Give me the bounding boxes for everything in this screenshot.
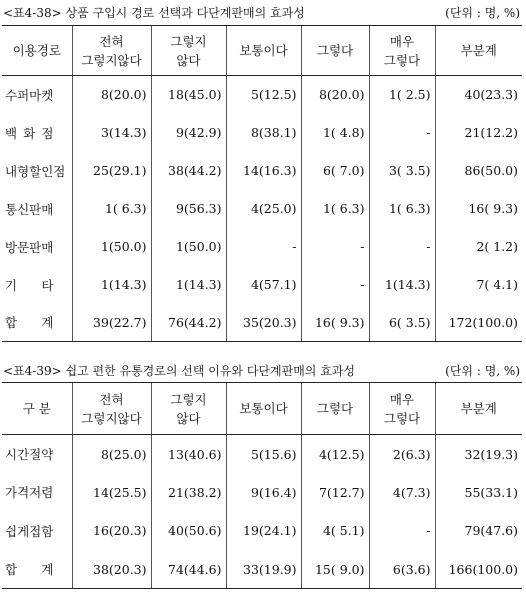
table-cell: - xyxy=(301,228,369,266)
table2-col-header-0-line-0: 구 분 xyxy=(22,401,51,416)
table-cell: - xyxy=(226,228,301,266)
table2-col-header-6 xyxy=(435,383,522,435)
table2-col-header-5-line-0: 매우 xyxy=(389,391,415,407)
table1-col-header-1-line-0: 전혀 xyxy=(99,33,124,49)
table2-col-header-2 xyxy=(151,383,226,435)
table2-col-header-2-line-0: 그렇지 xyxy=(170,391,207,407)
table-cell: - xyxy=(301,266,369,304)
table2 xyxy=(2,382,522,589)
table-cell: 1(14.3) xyxy=(369,266,435,304)
table-cell: 21(12.2) xyxy=(435,114,522,152)
row-label: 통신판매 xyxy=(5,201,54,217)
table-row xyxy=(2,550,522,589)
table-cell: 25(29.1) xyxy=(72,152,151,190)
table1-col-header-1-line-1: 그렇지않다 xyxy=(81,52,142,68)
table1-header xyxy=(2,26,522,76)
table-cell: 15( 9.0) xyxy=(301,550,369,589)
table2-col-header-3 xyxy=(226,383,301,435)
table-cell: 9(56.3) xyxy=(151,190,226,228)
row-label: 기 타 xyxy=(5,277,54,293)
table-cell: 1( 2.5) xyxy=(369,76,435,114)
table2-col-header-5 xyxy=(369,383,435,435)
table-cell: 14(16.3) xyxy=(226,152,301,190)
table-cell: 1(14.3) xyxy=(151,266,226,304)
table-cell: 7( 4.1) xyxy=(435,266,522,304)
table2-col-header-1 xyxy=(72,383,151,435)
table1-col-header-3 xyxy=(226,26,301,76)
table-cell: 2(6.3) xyxy=(369,435,435,474)
table-cell: 4(57.1) xyxy=(226,266,301,304)
table1-col-header-5 xyxy=(369,26,435,76)
table-cell: 3(14.3) xyxy=(72,114,151,152)
table-cell: 3( 3.5) xyxy=(369,152,435,190)
table-cell: 32(19.3) xyxy=(435,435,522,474)
table1-col-header-2-line-1: 않다 xyxy=(176,52,201,68)
table1-col-header-0 xyxy=(2,26,72,76)
table-cell: 172(100.0) xyxy=(435,304,522,342)
table-cell: 4(25.0) xyxy=(226,190,301,228)
table-cell: 9(42.9) xyxy=(151,114,226,152)
table2-col-header-4-line-0: 그렇다 xyxy=(316,401,354,416)
table2-col-header-3-line-0: 보통이다 xyxy=(239,401,288,416)
table2-col-header-1-line-0: 전혀 xyxy=(99,391,124,407)
table-cell: 4( 5.1) xyxy=(301,512,369,551)
table-cell: 38(44.2) xyxy=(151,152,226,190)
table-cell: 2( 1.2) xyxy=(435,228,522,266)
table-cell: 8(38.1) xyxy=(226,114,301,152)
table-cell: 40(23.3) xyxy=(435,76,522,114)
table-cell: 21(38.2) xyxy=(151,473,226,512)
table-cell: 8(25.0) xyxy=(72,435,151,474)
table1-col-header-4 xyxy=(301,26,369,76)
table-cell: 40(50.6) xyxy=(151,512,226,551)
row-label: 합 계 xyxy=(2,304,72,342)
table2-header xyxy=(2,383,522,435)
table-row xyxy=(2,473,522,512)
table-cell: 16( 9.3) xyxy=(435,190,522,228)
table-cell: 1( 6.3) xyxy=(72,190,151,228)
table-cell: 38(20.3) xyxy=(72,550,151,589)
table-row xyxy=(2,266,522,304)
table2-unit: (단위 : 명, %) xyxy=(445,364,520,378)
table-cell: 5(12.5) xyxy=(226,76,301,114)
table-cell: 74(44.6) xyxy=(151,550,226,589)
table-cell: 76(44.2) xyxy=(151,304,226,342)
table-cell: 16( 9.3) xyxy=(301,304,369,342)
table-cell: 1( 4.8) xyxy=(301,114,369,152)
table-row xyxy=(2,228,522,266)
table1-col-header-6-line-0: 부분계 xyxy=(460,43,497,58)
table1-col-header-5-line-0: 매우 xyxy=(389,33,415,49)
table-cell: 14(25.5) xyxy=(72,473,151,512)
table-cell: 35(20.3) xyxy=(226,304,301,342)
table2-body xyxy=(2,435,522,589)
table-cell: 16(20.3) xyxy=(72,512,151,551)
table2-col-header-1-line-1: 그렇지않다 xyxy=(81,410,142,426)
table1-col-header-3-line-0: 보통이다 xyxy=(239,43,288,58)
table-cell: 6( 3.5) xyxy=(369,304,435,342)
table-cell: 79(47.6) xyxy=(435,512,522,551)
table1-body xyxy=(2,76,522,342)
table2-col-header-2-line-1: 않다 xyxy=(176,410,201,426)
table-cell: 39(22.7) xyxy=(72,304,151,342)
table2-col-header-6-line-0: 부분계 xyxy=(460,401,497,416)
table-cell: 8(20.0) xyxy=(72,76,151,114)
table2-title: <표4-39> 쉽고 편한 유통경로의 선택 이유와 다단계판매의 효과성 xyxy=(3,364,355,378)
table1-col-header-2 xyxy=(151,26,226,76)
table-cell: 6( 7.0) xyxy=(301,152,369,190)
table-row xyxy=(2,114,522,152)
table2-col-header-0 xyxy=(2,383,72,435)
table-cell: 8(20.0) xyxy=(301,76,369,114)
table-cell: 18(45.0) xyxy=(151,76,226,114)
table1-title: <표4-38> 상품 구입시 경로 선택과 다단계판매의 효과성 xyxy=(3,6,305,20)
table-row xyxy=(2,76,522,114)
table-cell: 4(7.3) xyxy=(369,473,435,512)
table-cell: 1(14.3) xyxy=(72,266,151,304)
table-cell: - xyxy=(369,512,435,551)
table1-col-header-5-line-1: 그렇다 xyxy=(383,52,421,68)
row-label: 내형할인점 xyxy=(5,163,66,179)
table1 xyxy=(2,25,522,342)
table-cell: 9(16.4) xyxy=(226,473,301,512)
table-cell: 7(12.7) xyxy=(301,473,369,512)
table-row xyxy=(2,304,522,342)
row-label: 방문판매 xyxy=(5,239,54,255)
table-cell: 1( 6.3) xyxy=(301,190,369,228)
table-row xyxy=(2,152,522,190)
table2-col-header-5-line-1: 그렇다 xyxy=(383,410,421,426)
table-cell: 86(50.0) xyxy=(435,152,522,190)
table1-unit: (단위 : 명, %) xyxy=(445,6,520,20)
table-cell: 19(24.1) xyxy=(226,512,301,551)
row-label: 백 화 점 xyxy=(5,125,54,141)
table-cell: 5(15.6) xyxy=(226,435,301,474)
table-cell: 1( 6.3) xyxy=(369,190,435,228)
table-row xyxy=(2,190,522,228)
table1-col-header-0-line-0: 이용경로 xyxy=(12,43,61,58)
table1-col-header-2-line-0: 그렇지 xyxy=(170,33,207,49)
row-label: 시간절약 xyxy=(5,447,54,462)
table-cell: 1(50.0) xyxy=(151,228,226,266)
table-cell: 4(12.5) xyxy=(301,435,369,474)
table-cell: 33(19.9) xyxy=(226,550,301,589)
table1-col-header-4-line-0: 그렇다 xyxy=(316,43,354,58)
table-cell: - xyxy=(369,228,435,266)
table-row xyxy=(2,435,522,474)
table-cell: - xyxy=(369,114,435,152)
row-label: 합 계 xyxy=(2,550,72,589)
table1-col-header-1 xyxy=(72,26,151,76)
table-row xyxy=(2,512,522,551)
table1-col-header-6 xyxy=(435,26,522,76)
row-label: 수퍼마켓 xyxy=(5,87,54,103)
table-cell: 55(33.1) xyxy=(435,473,522,512)
row-label: 가격저렴 xyxy=(5,485,54,501)
table-cell: 166(100.0) xyxy=(435,550,522,589)
table2-col-header-4 xyxy=(301,383,369,435)
table-cell: 1(50.0) xyxy=(72,228,151,266)
row-label: 쉽게접함 xyxy=(5,523,54,539)
table-cell: 13(40.6) xyxy=(151,435,226,474)
table-cell: 6(3.6) xyxy=(369,550,435,589)
